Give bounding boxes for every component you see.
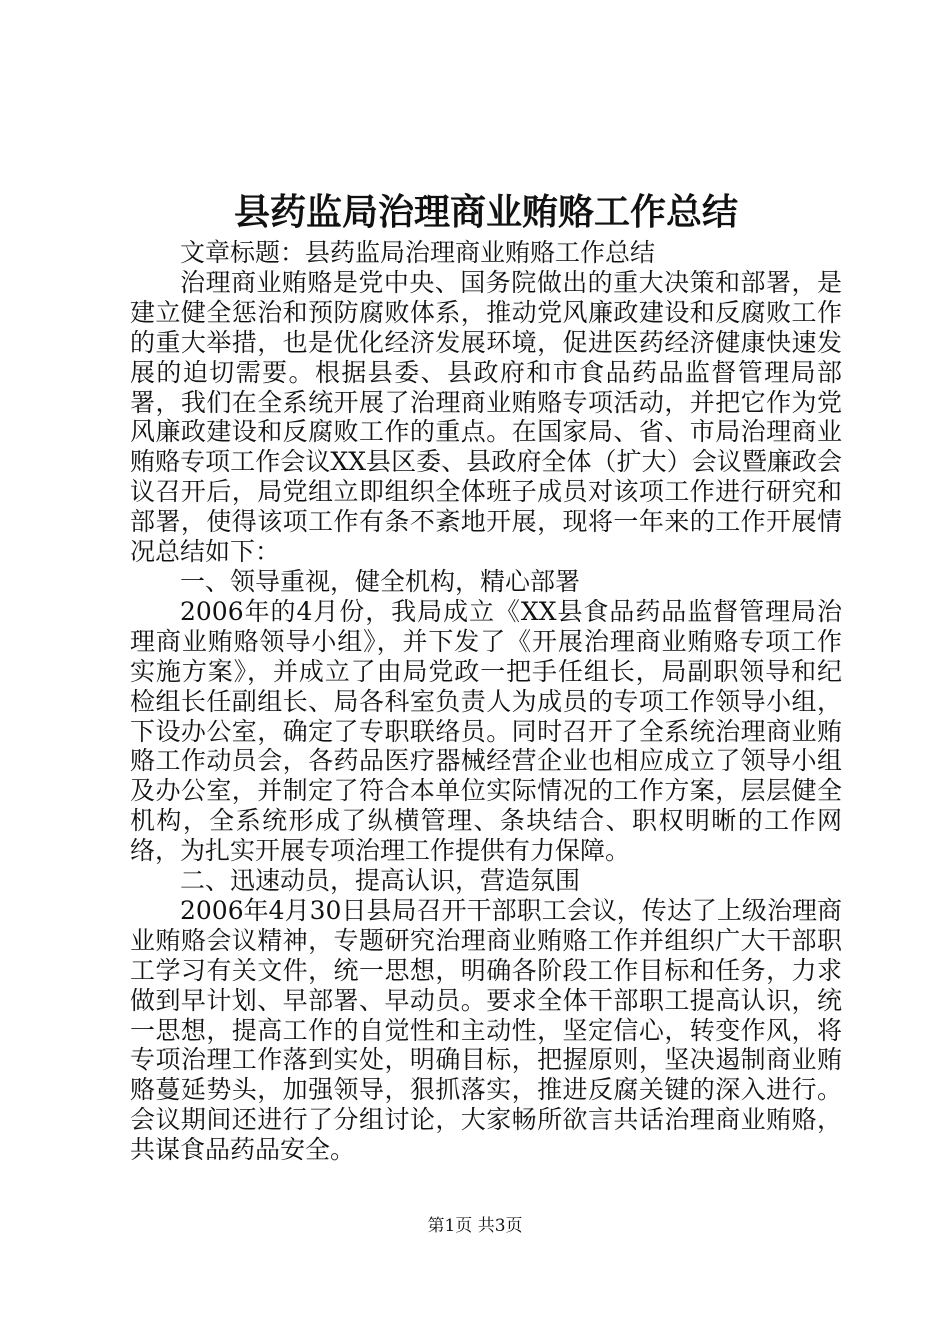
section-2-paragraph: 2006年4月30日县局召开干部职工会议，传达了上级治理商业贿赂会议精神，专题研究治理商业贿赂工作并组织广大干部职工学习有关文件，统一思想，明确各阶段工作目标和任务，力求做到早计划、早部署、早动员。要求全体干部职工提高认识，统一思想，提高工作的自觉性和主动性，坚定信心，转变作风，将专项治理工作落到实处，明确目标，把握原则，坚决遏制商业贿赂蔓延势头，加强领导，狠抓落实，推进反腐关键的深入进行。会议期间还进行了分组讨论，大家畅所欲言共话治理商业贿赂，共谋食品药品安全。: [130, 895, 842, 1165]
document-body: [130, 238, 842, 1165]
section-heading-1: 一、领导重视，健全机构，精心部署: [180, 566, 581, 596]
document-title: 县药监局治理商业贿赂工作总结: [233, 191, 738, 233]
article-title-line: 文章标题：县药监局治理商业贿赂工作总结: [180, 238, 656, 267]
intro-paragraph: 治理商业贿赂是党中央、国务院做出的重大决策和部署，是建立健全惩治和预防腐败体系，推动党风廉政建设和反腐败工作的重大举措，也是优化经济发展环境，促进医药经济健康快速发展的迫切需要。根据县委、县政府和市食品药品监督管理局部署，我们在全系统开展了治理商业贿赂专项活动，并把它作为党风廉政建设和反腐败工作的重点。在国家局、省、市局治理商业贿赂专项工作会议XX县区委、县政府全体（扩大）会议暨廉政会议召开后，局党组立即组织全体班子成员对该项工作进行研究和部署，使得该项工作有条不紊地开展，现将一年来的工作开展情况总结如下：: [130, 267, 842, 567]
page-footer: 第1页 共3页: [427, 1216, 523, 1236]
section-1-paragraph: 2006年的4月份，我局成立《XX县食品药品监督管理局治理商业贿赂领导小组》，并下发了《开展治理商业贿赂专项工作实施方案》，并成立了由局党政一把手任组长，局副职领导和纪检组长任副组长、局各科室负责人为成员的专项工作领导小组，下设办公室，确定了专职联络员。同时召开了全系统治理商业贿赂工作动员会，各药品医疗器械经营企业也相应成立了领导小组及办公室，并制定了符合本单位实际情况的工作方案，层层健全机构，全系统形成了纵横管理、条块结合、职权明晰的工作网络，为扎实开展专项治理工作提供有力保障。: [130, 596, 842, 866]
section-heading-2: 二、迅速动员，提高认识，营造氛围: [180, 866, 581, 896]
document-page: [130, 186, 842, 1165]
